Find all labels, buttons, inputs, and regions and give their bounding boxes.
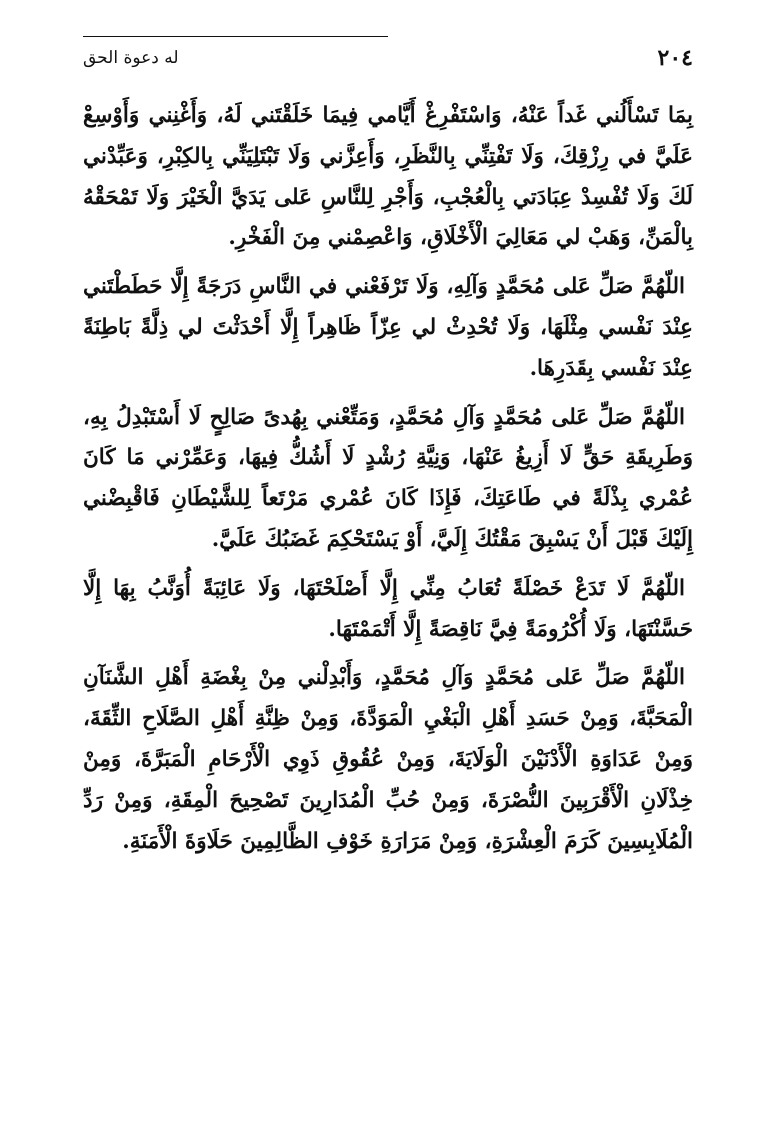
page-number: ٢٠٤	[657, 45, 693, 71]
page-header	[83, 42, 693, 74]
paragraph: اللّهُمَّ لَا تَدَعْ خَصْلَةً تُعَابُ مِنِّي إِلَّا أَصْلَحْتَهَا، وَلَا عَائِبَةً أُوَنَّبُ بِهَا إِلَّا حَسَّنْتَهَا، وَلَا أُكْرُومَةً فِيَّ نَاقِصَةً إِلَّا أَتْمَمْتَهَا.	[83, 575, 693, 642]
paragraph: بِمَا تَسْأَلُني غَداً عَنْهُ، وَاسْتَفْرِغْ أَيَّامي فِيمَا خَلَقْتَني لَهُ، وَأَغْنِني وَأَوْسِعْ عَلَيَّ في رِزْقِكَ، وَلَا تَفْتِنِّي بِالنَّظَرِ، وَأَعِزَّني وَلَا تَبْتَلِيَنِّي بِالكِبْرِ، وَعَبِّدْني لَكَ وَلَا تُفْسِدْ عِبَادَتي بِالْعُجْبِ، وَأَجْرِ لِلنَّاسِ عَلى يَدَيَّ الْخَيْرَ وَلَا تَمْحَقْهُ بِالْمَنِّ، وَهَبْ لي مَعَالِيَ الْأَخْلَاقِ، وَاعْصِمْني مِنَ الْفَخْرِ.	[83, 103, 693, 251]
header-rule	[83, 36, 388, 37]
paragraph: اللّهُمَّ صَلِّ عَلى مُحَمَّدٍ وَآلِ مُحَمَّدٍ، وَمَتِّعْني بِهُدىً صَالِحٍ لَا أَسْتَبْدِلُ بِهِ، وَطَرِيقَةِ حَقٍّ لَا أَزِيغُ عَنْهَا، وَنِيَّةِ رُشْدٍ لَا أَشُكُّ فِيهَا، وَعَمِّرْني مَا كَانَ عُمْري بِذْلَةً في طَاعَتِكَ، فَإِذَا كَانَ عُمْري مَرْتَعاً لِلشَّيْطَانِ فَاقْبِضْني إِلَيْكَ قَبْلَ أَنْ يَسْبِقَ مَقْتُكَ إِلَيَّ، أَوْ يَسْتَحْكِمَ غَضَبُكَ عَلَيَّ.	[83, 404, 693, 552]
paragraph: اللّهُمَّ صَلِّ عَلى مُحَمَّدٍ وَآلِهِ، وَلَا تَرْفَعْني في النَّاسِ دَرَجَةً إِلَّا حَطَطْتَني عِنْدَ نَفْسي مِثْلَهَا، وَلَا تُحْدِثْ لي عِزّاً ظَاهِراً إِلَّا أَحْدَثْتَ لي ذِلَّةً بَاطِنَةً عِنْدَ نَفْسي بِقَدَرِهَا.	[83, 274, 693, 381]
paragraph: اللّهُمَّ صَلِّ عَلى مُحَمَّدٍ وَآلِ مُحَمَّدٍ، وَأَبْدِلْني مِنْ بِغْضَةِ أَهْلِ الشَّنَآنِ الْمَحَبَّةَ، وَمِنْ حَسَدِ أَهْلِ الْبَغْيِ الْمَوَدَّةَ، وَمِنْ ظِنَّةِ أَهْلِ الصَّلَاحِ الثِّقَةَ، وَمِنْ عَدَاوَةِ الْأَدْنَيْنَ الْوَلَايَةَ، وَمِنْ عُقُوقِ ذَوِي الْأَرْحَامِ الْمَبَرَّةَ، وَمِنْ خِذْلَانِ الْأَقْرَبِينَ النُّصْرَةَ، وَمِنْ حُبِّ الْمُدَارِينَ تَصْحِيحَ الْمِقَةِ، وَمِنْ رَدِّ الْمُلَابِسِينَ كَرَمَ الْعِشْرَةِ، وَمِنْ مَرَارَةِ خَوْفِ الظَّالِمِينَ حَلَاوَةَ الْأَمَنَةِ.	[83, 665, 693, 854]
body-text	[83, 96, 693, 870]
running-title: له دعوة الحق	[83, 48, 179, 68]
